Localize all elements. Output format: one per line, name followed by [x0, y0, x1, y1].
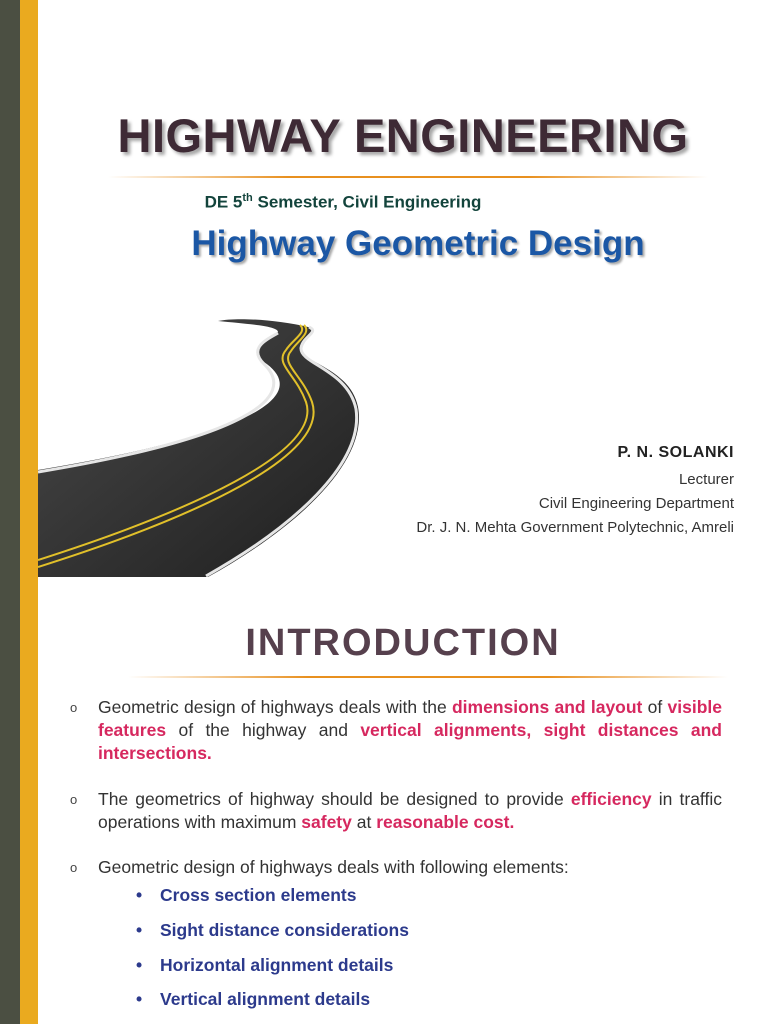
intro-point-2 [70, 788, 722, 834]
semester-suffix: Semester, Civil Engineering [252, 192, 482, 212]
highlight-cost: reasonable cost. [376, 812, 515, 832]
dot-bullet-icon: • [136, 955, 143, 975]
sidebar-gold-stripe [20, 0, 38, 1024]
text-segment: of the highway and [166, 720, 361, 740]
text-segment: of [642, 697, 668, 717]
title-divider [108, 176, 708, 178]
introduction-title: INTRODUCTION [245, 622, 561, 664]
dot-bullet-icon: • [136, 989, 143, 1009]
list-item [136, 955, 394, 976]
intro-point-1 [70, 696, 722, 765]
author-department: Civil Engineering Department [538, 495, 734, 512]
list-item [136, 989, 371, 1010]
semester-sup: th [242, 192, 253, 204]
highlight-alignments: vertical alignments, sight distances and intersections. [98, 720, 722, 763]
author-institute: Dr. J. N. Mehta Government Polytechnic, Amreli [416, 519, 734, 536]
text-segment: in traffic operations with maximum [98, 789, 722, 832]
text-segment: Geometric design of highways deals with the [98, 697, 452, 717]
introduction-divider [128, 676, 728, 678]
title-slide [38, 0, 768, 588]
list-item-label: Vertical alignment details [160, 989, 371, 1009]
subtitle: Highway Geometric Design [191, 224, 645, 263]
dot-bullet-icon: • [136, 885, 143, 905]
semester-line [38, 192, 648, 213]
circle-bullet-icon: o [70, 792, 78, 807]
author-block [416, 444, 734, 540]
main-title: HIGHWAY ENGINEERING [117, 109, 689, 162]
highlight-safety: safety [301, 812, 352, 832]
highlight-dimensions: dimensions and layout [451, 697, 643, 717]
intro-point-3 [70, 856, 722, 879]
introduction-slide [38, 588, 768, 1024]
sidebar-dark-stripe [0, 0, 20, 1024]
author-role: Lecturer [678, 471, 734, 488]
list-item [136, 885, 357, 906]
author-name: P. N. SOLANKI [617, 444, 734, 461]
text-segment: Geometric design of highways deals with following elements: [98, 857, 569, 877]
road-illustration [38, 312, 378, 577]
list-item [136, 920, 409, 941]
semester-prefix: DE 5 [204, 192, 243, 212]
highlight-visible-features: visible features [98, 697, 722, 740]
text-segment: at [351, 812, 377, 832]
circle-bullet-icon: o [70, 860, 78, 875]
dot-bullet-icon: • [136, 920, 143, 940]
list-item-label: Cross section elements [160, 885, 357, 905]
text-segment: The geometrics of highway should be designed to provide [98, 789, 571, 809]
circle-bullet-icon: o [70, 700, 78, 715]
list-item-label: Horizontal alignment details [160, 955, 394, 975]
list-item-label: Sight distance considerations [160, 920, 409, 940]
highlight-efficiency: efficiency [570, 789, 652, 809]
